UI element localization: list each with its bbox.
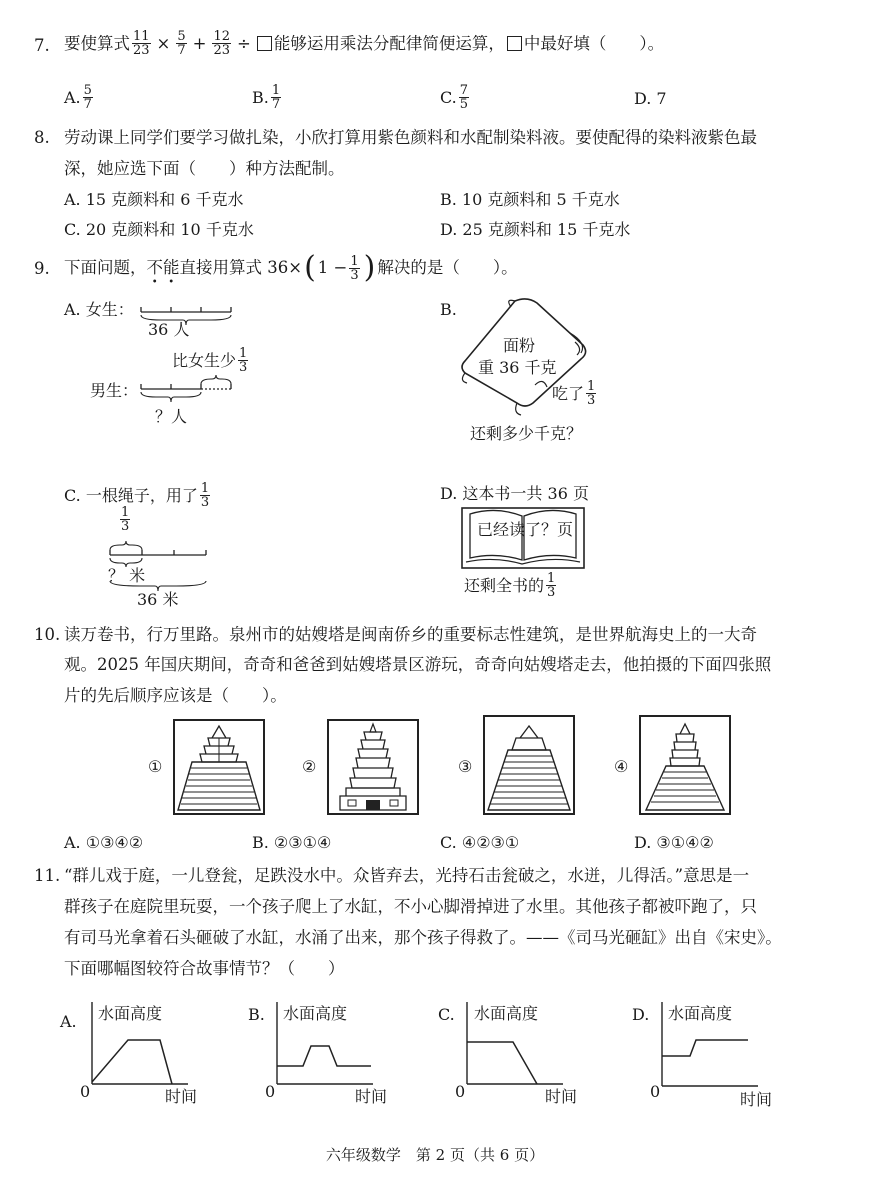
paren-close: )	[363, 250, 376, 285]
boys-label: 男生：	[90, 381, 139, 400]
graph-c-line	[467, 1042, 537, 1084]
times-sign: ×	[156, 33, 171, 53]
q9-number: 9.	[34, 259, 50, 278]
less-label	[172, 347, 250, 374]
q8-option-d[interactable]: D. 25 克颜料和 15 千克水	[440, 220, 631, 239]
q8-line2: 深，她应选下面（ ）种方法配制。	[64, 159, 345, 178]
graph-d-plot	[658, 1000, 768, 1090]
pagoda-photo-3	[482, 714, 576, 816]
q9-option-b-label[interactable]: B.	[440, 300, 457, 319]
q11-line3: 有司马光拿着石头砸破了水缸，水涌了出来，那个孩子得救了。——《司马光砸缸》出自《宋史》。	[64, 928, 782, 947]
q8-line1: 劳动课上同学们要学习做扎染，小欣打算用紫色颜料和水配制染料液。要使配得的染料液紫色最	[64, 128, 757, 147]
q9-post: 解决的是（ ）。	[377, 258, 518, 277]
q10-option-d[interactable]: D. ③①④②	[634, 833, 714, 852]
graph-a-origin: 0	[80, 1082, 91, 1101]
q9-mid: 直接用算式 36×	[179, 258, 303, 277]
q7-number: 7.	[34, 36, 50, 55]
q7-option-c[interactable]	[440, 84, 471, 111]
bag-label-weight: 重 36 千克	[478, 358, 557, 377]
graph-d-xlabel: 时间	[740, 1090, 773, 1109]
q8-option-c[interactable]: C. 20 克颜料和 10 千克水	[64, 220, 254, 239]
graph-a-xlabel: 时间	[165, 1087, 198, 1106]
q11-line4: 下面哪幅图较符合故事情节？（ ）	[64, 959, 345, 978]
graph-a-line	[92, 1040, 172, 1084]
boys-brace	[141, 392, 201, 402]
graph-c-plot	[463, 1000, 573, 1090]
photo-1-label: ①	[148, 757, 163, 776]
graph-d-origin: 0	[650, 1082, 661, 1101]
bag-label-flour: 面粉	[503, 336, 536, 355]
pagoda-photo-4	[638, 714, 732, 816]
graph-b-label[interactable]: B.	[248, 1005, 265, 1024]
q10-line1: 读万卷书，行万里路。泉州市的姑嫂塔是闽南侨乡的重要标志性建筑，是世界航海史上的一大奇	[64, 625, 757, 644]
q10-number: 10.	[34, 625, 61, 644]
q10-option-b[interactable]: B. ②③①④	[252, 833, 332, 852]
q7-post2: 中最好填（ ）。	[523, 33, 665, 53]
rope-total: 36 米	[137, 590, 179, 609]
q9-stem	[64, 252, 518, 284]
book-remain-label	[464, 572, 558, 599]
q10-line2: 观。2025 年国庆期间，奇奇和爸爸到姑嫂塔景区游玩，奇奇向姑嫂塔走去，他拍摄的下面四张照	[64, 655, 772, 674]
q7-post: 能够运用乘法分配律简便运算，	[273, 33, 505, 53]
rope-top-frac: $\frac{1}{3}$	[121, 505, 130, 534]
graph-a-ylabel: 水面高度	[98, 1004, 163, 1023]
graph-b-origin: 0	[265, 1082, 276, 1101]
graph-d-ylabel: 水面高度	[668, 1004, 733, 1023]
q10-option-a[interactable]: A. ①③④②	[64, 833, 144, 852]
q9-option-d-label[interactable]: D. 这本书一共 36 页	[440, 484, 589, 503]
option-frac: $\frac{1}{7}$	[271, 83, 281, 112]
graph-b-line	[277, 1046, 371, 1066]
q8-option-a[interactable]: A. 15 克颜料和 6 千克水	[64, 190, 244, 209]
option-c-text: C. 一根绳子，用了	[64, 485, 198, 505]
ate-frac: $\frac{1}{3}$	[587, 379, 596, 408]
graph-a-label[interactable]: A.	[60, 1012, 77, 1031]
graph-a-plot	[88, 1000, 198, 1090]
option-frac: $\frac{7}{5}$	[459, 83, 469, 112]
photo-3-label: ③	[458, 757, 473, 776]
graph-b-ylabel: 水面高度	[283, 1004, 348, 1023]
less-frac: $\frac{1}{3}$	[239, 346, 248, 375]
graph-c-label[interactable]: C.	[438, 1005, 455, 1024]
book-remain-frac: $\frac{1}{3}$	[547, 571, 556, 600]
graph-b-xlabel: 时间	[355, 1087, 388, 1106]
q10-option-c[interactable]: C. ④②③①	[440, 833, 520, 852]
q7-frac3: $\frac{12}{23}$	[213, 29, 231, 58]
page-footer: 六年级数学 第 2 页（共 6 页）	[325, 1146, 545, 1164]
q7-option-b[interactable]	[252, 84, 283, 111]
q10-line3: 片的先后顺序应该是（ ）。	[64, 686, 287, 705]
q9-emph-2: 能 •	[163, 258, 180, 278]
option-label: A.	[64, 87, 81, 107]
blank-box-icon	[507, 36, 522, 51]
ate-label	[552, 380, 598, 407]
graph-c-xlabel: 时间	[545, 1087, 578, 1106]
girls-count: 36 人	[148, 320, 190, 339]
q7-frac1: $\frac{11}{23}$	[133, 29, 150, 58]
q9-pre: 下面问题，	[64, 258, 147, 277]
q11-line2: 群孩子在庭院里玩耍，一个孩子爬上了水缸，不小心脚滑掉进了水里。其他孩子都被吓跑了，只	[64, 897, 757, 916]
less-text: 比女生少	[172, 350, 237, 370]
boys-question: ？人	[155, 407, 188, 426]
rope-used-frac: $\frac{1}{3}$	[200, 481, 210, 510]
graph-d-line	[662, 1040, 748, 1056]
q8-number: 8.	[34, 128, 50, 147]
q9-option-a-label[interactable]: A. 女生：	[64, 300, 134, 319]
q9-option-c-label[interactable]	[64, 482, 212, 509]
q7-option-d[interactable]: D. 7	[634, 89, 667, 108]
option-label: B.	[252, 87, 269, 107]
less-brace	[201, 375, 231, 384]
option-label: C.	[440, 87, 457, 107]
pagoda-photo-1	[172, 718, 266, 816]
graph-b-plot	[273, 1000, 383, 1090]
q9-emph-1: 不 •	[147, 258, 164, 278]
blank-box-icon	[257, 36, 272, 51]
pagoda-photo-2	[326, 718, 420, 816]
q11-number: 11.	[34, 866, 61, 885]
q9-one: 1 −	[317, 258, 348, 277]
q7-option-a[interactable]	[64, 84, 95, 111]
book-remain-text: 还剩全书的	[464, 575, 545, 595]
photo-4-label: ④	[614, 757, 629, 776]
book-read-label: 已经读了？页	[477, 520, 574, 539]
q8-option-b[interactable]: B. 10 克颜料和 5 千克水	[440, 190, 620, 209]
rope-used-question: ？ 米	[108, 566, 146, 585]
divide-sign: ÷	[237, 33, 251, 53]
q7-stem	[64, 30, 664, 57]
bag-remain-question: 还剩多少千克？	[470, 424, 583, 443]
q11-line1: “群儿戏于庭，一儿登瓮，足跌没水中。众皆弃去，光持石击瓮破之，水迸，儿得活。”意思是一	[64, 866, 750, 885]
photo-2-label: ②	[302, 757, 317, 776]
paren-open: (	[304, 250, 316, 285]
ate-text: 吃了	[552, 383, 585, 403]
q9-frac: $\frac{1}{3}$	[350, 253, 359, 283]
q7-pre: 要使算式	[64, 33, 130, 53]
graph-d-label[interactable]: D.	[632, 1005, 650, 1024]
q7-frac2: $\frac{5}{7}$	[177, 29, 186, 58]
plus-sign: +	[192, 33, 207, 53]
graph-c-origin: 0	[455, 1082, 466, 1101]
option-frac: $\frac{5}{7}$	[83, 83, 92, 112]
graph-c-ylabel: 水面高度	[474, 1004, 539, 1023]
